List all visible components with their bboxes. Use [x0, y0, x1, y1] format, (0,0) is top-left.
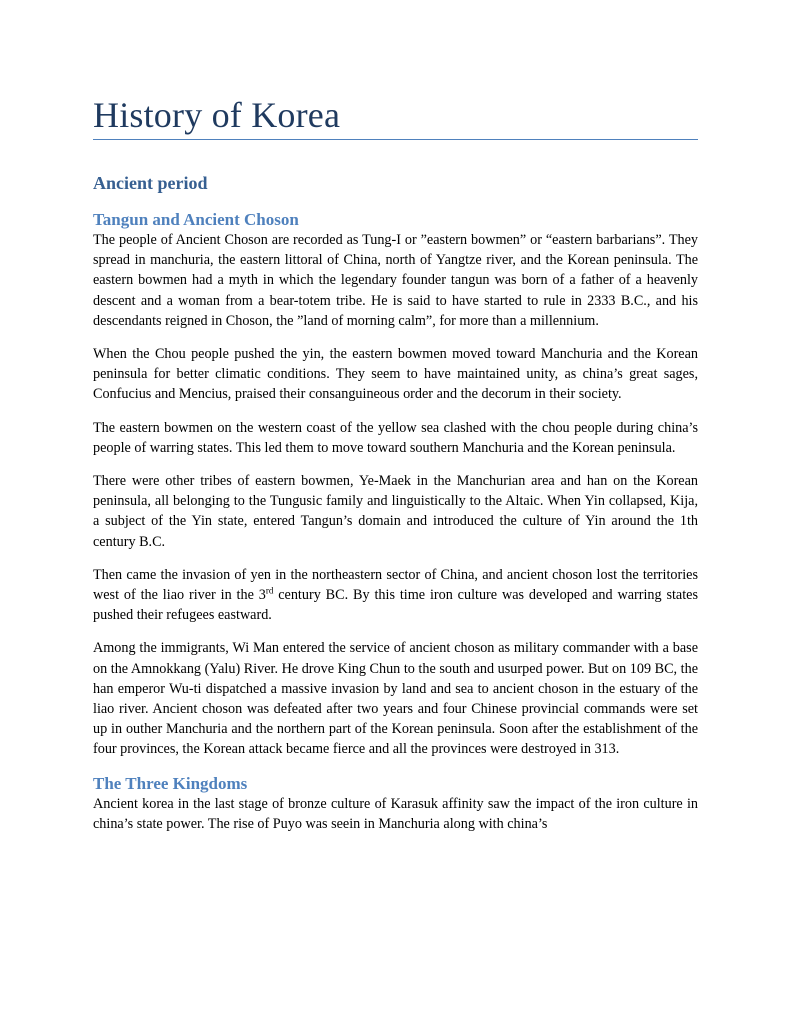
paragraph-3: The eastern bowmen on the western coast of the yellow sea clashed with the chou people during china’s people of warring states. This led them to move toward southern Manchuria and the Korean peninsula.	[93, 419, 698, 456]
subsection-heading-tangun: Tangun and Ancient Choson	[93, 210, 299, 229]
document-page	[93, 94, 698, 847]
subsection-heading-three-kingdoms: The Three Kingdoms	[93, 773, 248, 793]
paragraph-5	[93, 565, 698, 626]
paragraph-1: The people of Ancient Choson are recorded as Tung-I or ”eastern bowmen” or “eastern barbarians”. They spread in manchuria, the eastern littoral of China, north of Yangtze river, and the Korean peninsula. The eastern bowmen had a myth in which the legendary founder tangun was born of a father of a heavenly descent and a woman from a bear-totem tribe. He is said to have started to rule in 2333 B.C., and his descendants reigned in Choson, the ”land of morning calm”, for more than a millennium.	[93, 232, 698, 329]
superscript-rd: rd	[265, 585, 274, 596]
paragraph-5-part-2: century BC. By this time iron culture was developed and warring states pushed their refugees eastward.	[93, 587, 698, 624]
paragraph-5-part-1: Then came the invasion of yen in the northeastern sector of China, and ancient choson lost the territories west of the liao river in the 3	[93, 566, 698, 604]
paragraph-2: When the Chou people pushed the yin, the eastern bowmen moved toward Manchuria and the Korean peninsula for better climatic conditions. They seem to have maintained unity, as china’s great sages, Confucius and Mencius, praised their consanguineous order and the decorum in their society.	[93, 346, 698, 403]
paragraph-4: There were other tribes of eastern bowmen, Ye-Maek in the Manchurian area and han on the Korean peninsula, all belonging to the Tungusic family and linguistically to the Altaic. When Yin collapsed, Kija, a subject of the Yin state, entered Tangun’s domain and introduced the culture of Yin around the 1th century B.C.	[93, 473, 698, 550]
paragraph-7: Ancient korea in the last stage of bronze culture of Karasuk affinity saw the impact of the iron culture in china’s state power. The rise of Puyo was seein in Manchuria along with china’s	[93, 795, 698, 832]
section-heading-ancient-period: Ancient period	[93, 173, 208, 193]
document-title: History of Korea	[93, 95, 341, 135]
paragraph-6: Among the immigrants, Wi Man entered the service of ancient choson as military commander with a base on the Amnokkang (Yalu) River. He drove King Chun to the south and usurped power. But on 109 BC, the han emperor Wu-ti dispatched a massive invasion by land and sea to ancient choson in the estuary of the liao river. Ancient choson was defeated after two years and four Chinese provincial commands were set up in outher Manchuria and the northern part of the Korean peninsula. Soon after the establishment of the four provinces, the Korean attack became fierce and all the provinces were destroyed in 313.	[93, 640, 698, 758]
title-underline	[93, 139, 698, 140]
